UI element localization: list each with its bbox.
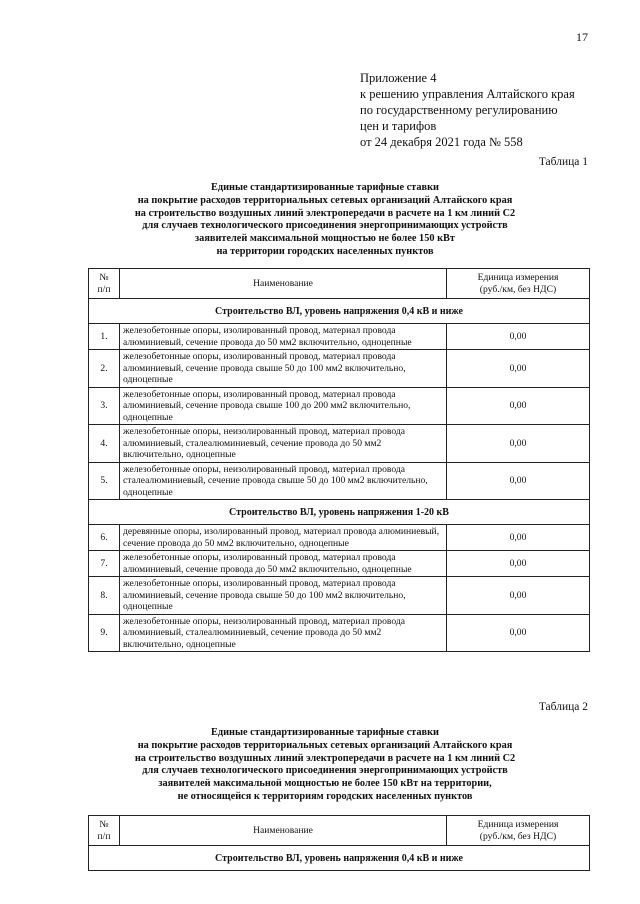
- header-name: Наименование: [120, 816, 447, 846]
- row-number: 9.: [89, 614, 120, 652]
- caption-line: заявителей максимальной мощностью не более 150 кВт: [195, 233, 455, 245]
- row-value: 0,00: [447, 387, 590, 425]
- table1-label: Таблица 1: [538, 156, 588, 168]
- caption-line: на покрытие расходов территориальных сетевых организаций Алтайского края: [137, 739, 513, 751]
- table-row: [89, 614, 590, 652]
- page-number: 17: [576, 30, 588, 44]
- caption-line: заявителей максимальной мощностью не более 150 кВт на территории,: [158, 778, 492, 790]
- appendix-line: Приложение 4: [360, 71, 437, 85]
- table-row: [89, 425, 590, 463]
- row-name: железобетонные опоры, изолированный провод, материал провода алюминиевый, сечение провода свыше 100 до 200 мм2 включительно, одноцепные: [120, 387, 447, 425]
- table-row: [89, 324, 590, 350]
- appendix-line: от 24 декабря 2021 года № 558: [360, 135, 523, 149]
- section-title: Строительство ВЛ, уровень напряжения 0,4 кВ и ниже: [89, 299, 590, 324]
- section-row: [89, 299, 590, 324]
- section-title: Строительство ВЛ, уровень напряжения 0,4 кВ и ниже: [89, 846, 590, 871]
- header-name: Наименование: [120, 269, 447, 299]
- table-row: [89, 525, 590, 551]
- caption-line: на покрытие расходов территориальных сетевых организаций Алтайского края: [137, 194, 513, 206]
- row-value: 0,00: [447, 462, 590, 500]
- header-row: [89, 816, 590, 846]
- row-name: железобетонные опоры, неизолированный провод, материал провода алюминиевый, сталеалюминиевый, сечение провода до 50 мм2 включительно, одноцепные: [120, 425, 447, 463]
- caption-line: на строительство воздушных линий электропередачи в расчете на 1 км линий С2: [134, 752, 516, 764]
- row-number: 2.: [89, 350, 120, 388]
- row-value: 0,00: [447, 425, 590, 463]
- row-number: 3.: [89, 387, 120, 425]
- header-num: № п/п: [89, 816, 120, 846]
- header-row: [89, 269, 590, 299]
- appendix-block: [360, 70, 575, 150]
- appendix-line: по государственному регулированию: [360, 103, 558, 117]
- caption-line: для случаев технологического присоединения энергопринимающих устройств: [142, 765, 508, 777]
- row-value: 0,00: [447, 577, 590, 615]
- caption-line: Единые стандартизированные тарифные ставки: [211, 182, 439, 193]
- appendix-line: к решению управления Алтайского края: [360, 87, 575, 101]
- row-value: 0,00: [447, 324, 590, 350]
- section-title: Строительство ВЛ, уровень напряжения 1-20 кВ: [89, 500, 590, 525]
- row-name: железобетонные опоры, неизолированный провод, материал провода алюминиевый, сталеалюминиевый, сечение провода до 50 мм2 включительно, одноцепные: [120, 614, 447, 652]
- row-value: 0,00: [447, 525, 590, 551]
- caption-line: на территории городских населенных пунктов: [216, 245, 434, 257]
- row-name: железобетонные опоры, изолированный провод, материал провода алюминиевый, сечение провода до 50 мм2 включительно, одноцепные: [120, 324, 447, 350]
- row-name: железобетонные опоры, изолированный провод, материал провода алюминиевый, сечение провода до 50 мм2 включительно, одноцепные: [120, 551, 447, 577]
- row-number: 8.: [89, 577, 120, 615]
- header-num: № п/п: [89, 269, 120, 299]
- row-name: железобетонные опоры, неизолированный провод, материал провода сталеалюминиевый, сечение провода свыше 50 до 100 мм2 включительно, одноцепные: [120, 462, 447, 500]
- section-row: [89, 846, 590, 871]
- caption-line: на строительство воздушных линий электропередачи в расчете на 1 км линий С2: [134, 207, 516, 219]
- appendix-line: цен и тарифов: [360, 119, 437, 133]
- table-row: [89, 350, 590, 388]
- row-number: 6.: [89, 525, 120, 551]
- caption-line: для случаев технологического присоединения энергопринимающих устройств: [142, 220, 508, 232]
- caption-line: не относящейся к территориям городских населенных пунктов: [177, 790, 473, 802]
- row-number: 7.: [89, 551, 120, 577]
- header-unit: Единица измерения (руб./км, без НДС): [447, 269, 590, 299]
- table2-caption: [60, 727, 590, 804]
- row-name: железобетонные опоры, изолированный провод, материал провода алюминиевый, сечение провода свыше 50 до 100 мм2 включительно, одноцепные: [120, 577, 447, 615]
- header-unit: Единица измерения (руб./км, без НДС): [447, 816, 590, 846]
- row-name: железобетонные опоры, изолированный провод, материал провода алюминиевый, сечение провода свыше 50 до 100 мм2 включительно, одноцепные: [120, 350, 447, 388]
- section-row: [89, 500, 590, 525]
- row-value: 0,00: [447, 551, 590, 577]
- tariff-table-2: [88, 815, 590, 871]
- row-value: 0,00: [447, 350, 590, 388]
- table-row: [89, 387, 590, 425]
- table-row: [89, 577, 590, 615]
- row-number: 5.: [89, 462, 120, 500]
- table-row: [89, 462, 590, 500]
- tariff-table-1: [88, 268, 590, 652]
- row-name: деревянные опоры, изолированный провод, материал провода алюминиевый, сечение провода до 50 мм2 включительно, одноцепные: [120, 525, 447, 551]
- caption-line: Единые стандартизированные тарифные ставки: [211, 727, 439, 738]
- row-value: 0,00: [447, 614, 590, 652]
- row-number: 4.: [89, 425, 120, 463]
- table2-label: Таблица 2: [538, 701, 588, 713]
- row-number: 1.: [89, 324, 120, 350]
- table1-caption: [60, 182, 590, 259]
- table-row: [89, 551, 590, 577]
